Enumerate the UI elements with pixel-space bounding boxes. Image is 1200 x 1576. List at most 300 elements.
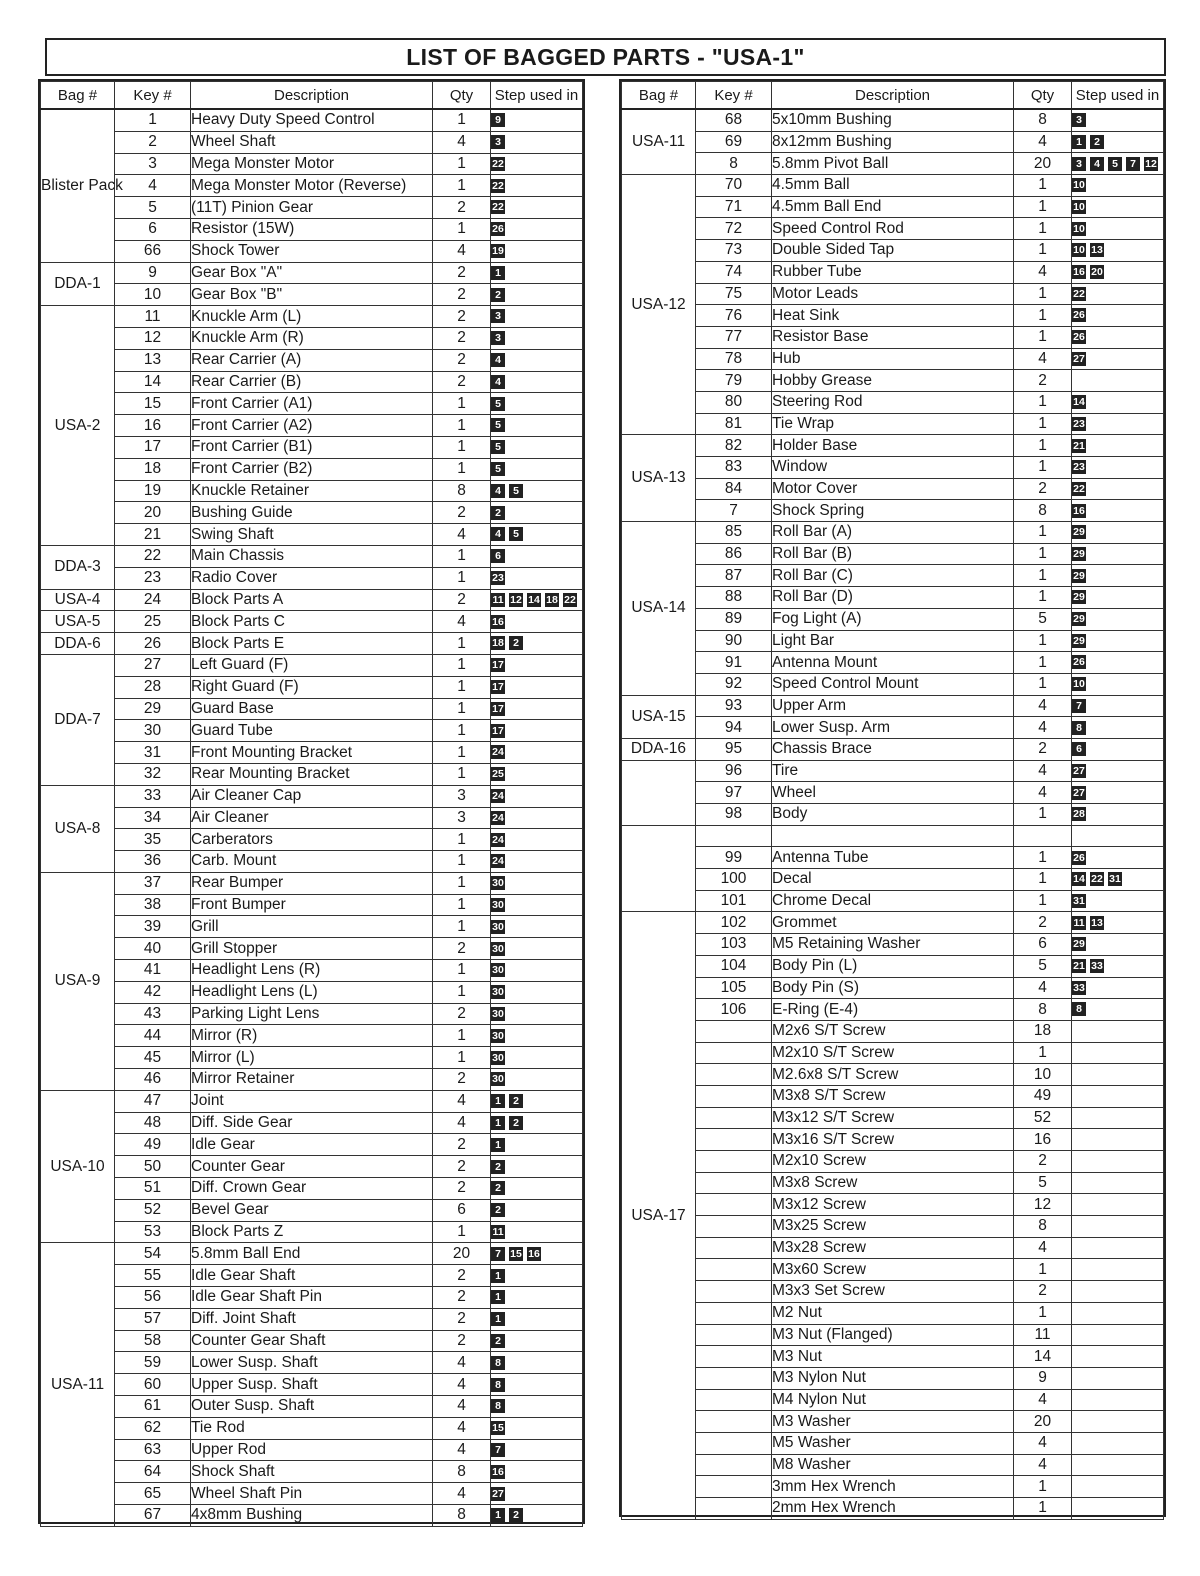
steps-cell — [491, 763, 583, 785]
steps-cell — [1072, 1259, 1164, 1281]
qty-cell: 2 — [433, 1178, 491, 1200]
key-cell: 56 — [115, 1287, 191, 1309]
step-badge: 13 — [1091, 916, 1103, 929]
step-badge: 26 — [1073, 656, 1085, 669]
step-badge: 1 — [491, 1312, 505, 1326]
bag-cell: USA-15 — [622, 695, 696, 738]
key-cell — [696, 1151, 772, 1173]
description-cell: Upper Arm — [772, 695, 1014, 717]
steps-cell — [1072, 673, 1164, 695]
steps-cell — [491, 480, 583, 502]
description-cell: Right Guard (F) — [191, 676, 433, 698]
qty-cell: 9 — [1014, 1367, 1072, 1389]
bag-cell: USA-13 — [622, 435, 696, 522]
key-cell: 69 — [696, 131, 772, 153]
steps-cell — [491, 829, 583, 851]
qty-cell: 49 — [1014, 1085, 1072, 1107]
description-cell: 5.8mm Pivot Ball — [772, 153, 1014, 175]
description-cell: M5 Washer — [772, 1432, 1014, 1454]
step-badge: 13 — [1091, 244, 1103, 257]
description-cell: 5x10mm Bushing — [772, 109, 1014, 131]
table-row — [622, 261, 1164, 283]
table-row — [41, 872, 583, 894]
qty-cell: 4 — [433, 611, 491, 633]
table-row — [41, 371, 583, 393]
table-row — [622, 1411, 1164, 1433]
description-cell: 4.5mm Ball — [772, 175, 1014, 197]
qty-cell: 2 — [1014, 912, 1072, 934]
qty-cell: 2 — [433, 371, 491, 393]
qty-cell: 4 — [1014, 131, 1072, 153]
step-badge: 27 — [1073, 786, 1085, 799]
table-row — [622, 478, 1164, 500]
description-cell: Lower Susp. Shaft — [191, 1352, 433, 1374]
table-row — [41, 1243, 583, 1265]
steps-cell — [1072, 630, 1164, 652]
description-cell: Heat Sink — [772, 305, 1014, 327]
step-badge: 9 — [491, 113, 505, 127]
table-header-row — [41, 82, 583, 110]
key-cell: 2 — [115, 131, 191, 153]
step-badge: 5 — [491, 418, 505, 432]
step-badge: 30 — [492, 898, 504, 911]
key-cell — [696, 1064, 772, 1086]
step-badge: 11 — [492, 593, 504, 606]
step-badge: 1 — [491, 1269, 505, 1283]
qty-cell: 2 — [433, 502, 491, 524]
bag-cell — [622, 760, 696, 825]
steps-cell — [491, 1396, 583, 1418]
qty-cell: 4 — [1014, 782, 1072, 804]
step-badge: 4 — [491, 375, 505, 389]
table-row — [622, 1216, 1164, 1238]
step-badge: 27 — [1073, 352, 1085, 365]
step-badge: 2 — [509, 1094, 523, 1108]
description-cell: 3mm Hex Wrench — [772, 1476, 1014, 1498]
table-row — [622, 717, 1164, 739]
description-cell: Decal — [772, 869, 1014, 891]
key-cell: 90 — [696, 630, 772, 652]
step-badge: 24 — [492, 790, 504, 802]
key-cell: 53 — [115, 1221, 191, 1243]
table-row — [41, 960, 583, 982]
bag-cell: Blister Pack — [41, 109, 115, 262]
table-row — [622, 955, 1164, 977]
qty-cell: 1 — [1014, 413, 1072, 435]
qty-cell: 2 — [433, 262, 491, 284]
description-cell: Roll Bar (A) — [772, 522, 1014, 544]
steps-cell — [1072, 1194, 1164, 1216]
description-cell: Front Carrier (B2) — [191, 458, 433, 480]
steps-cell — [491, 1352, 583, 1374]
steps-cell — [1072, 955, 1164, 977]
description-cell: Idle Gear Shaft — [191, 1265, 433, 1287]
steps-cell — [491, 807, 583, 829]
table-row — [622, 370, 1164, 392]
table-row — [41, 785, 583, 807]
step-badge: 3 — [491, 135, 505, 149]
qty-cell: 6 — [1014, 934, 1072, 956]
key-cell: 20 — [115, 502, 191, 524]
description-cell: M3x60 Screw — [772, 1259, 1014, 1281]
description-cell: Block Parts C — [191, 611, 433, 633]
table-row — [622, 608, 1164, 630]
step-badge: 7 — [491, 1247, 505, 1261]
steps-cell — [491, 654, 583, 676]
step-badge: 28 — [1073, 808, 1085, 821]
qty-cell: 1 — [1014, 305, 1072, 327]
key-cell: 106 — [696, 999, 772, 1021]
qty-cell: 2 — [433, 306, 491, 328]
description-cell: M3 Nut (Flanged) — [772, 1324, 1014, 1346]
description-cell: Front Carrier (A2) — [191, 415, 433, 437]
qty-cell: 1 — [433, 981, 491, 1003]
description-cell: Tie Rod — [191, 1417, 433, 1439]
description-cell: Air Cleaner Cap — [191, 785, 433, 807]
description-cell: Block Parts A — [191, 589, 433, 611]
key-cell — [696, 1042, 772, 1064]
steps-cell — [491, 720, 583, 742]
qty-cell: 2 — [1014, 1281, 1072, 1303]
table-row — [41, 589, 583, 611]
key-cell: 94 — [696, 717, 772, 739]
step-badge: 8 — [491, 1356, 505, 1370]
description-cell: Roll Bar (C) — [772, 565, 1014, 587]
qty-cell: 1 — [433, 415, 491, 437]
table-row — [41, 633, 583, 655]
key-cell — [696, 1259, 772, 1281]
step-badge: 14 — [1073, 396, 1085, 409]
key-cell: 32 — [115, 763, 191, 785]
table-row — [622, 912, 1164, 934]
key-cell: 64 — [115, 1461, 191, 1483]
steps-cell — [1072, 1476, 1164, 1498]
table-row — [622, 977, 1164, 999]
description-cell: Mirror (R) — [191, 1025, 433, 1047]
description-cell: Wheel Shaft Pin — [191, 1483, 433, 1505]
description-cell: Heavy Duty Speed Control — [191, 109, 433, 131]
qty-cell: 5 — [1014, 608, 1072, 630]
table-row — [622, 652, 1164, 674]
qty-cell: 1 — [433, 1025, 491, 1047]
steps-cell — [1072, 804, 1164, 826]
step-badge: 8 — [1072, 721, 1086, 735]
steps-cell — [1072, 587, 1164, 609]
steps-cell — [1072, 869, 1164, 891]
table-row — [41, 306, 583, 328]
step-badge: 33 — [1073, 981, 1085, 994]
bag-cell: DDA-1 — [41, 262, 115, 306]
bag-cell: DDA-7 — [41, 654, 115, 785]
step-badge: 11 — [492, 1225, 504, 1238]
step-badge: 4 — [491, 527, 505, 541]
qty-cell: 3 — [433, 785, 491, 807]
description-cell: Rear Carrier (B) — [191, 371, 433, 393]
description-cell: Front Mounting Bracket — [191, 742, 433, 764]
step-badge: 1 — [491, 1094, 505, 1108]
qty-cell: 2 — [1014, 478, 1072, 500]
description-cell: Antenna Tube — [772, 847, 1014, 869]
bag-cell: USA-2 — [41, 306, 115, 546]
steps-cell — [491, 1243, 583, 1265]
description-cell: Idle Gear — [191, 1134, 433, 1156]
step-badge: 27 — [492, 1487, 504, 1500]
step-badge: 16 — [1073, 266, 1085, 279]
step-badge: 16 — [492, 1465, 504, 1478]
step-badge: 17 — [492, 659, 504, 672]
key-cell: 28 — [115, 676, 191, 698]
step-badge: 2 — [509, 1508, 523, 1522]
qty-cell: 1 — [1014, 630, 1072, 652]
steps-cell — [1072, 825, 1164, 847]
key-cell: 10 — [115, 284, 191, 306]
steps-cell — [1072, 1324, 1164, 1346]
table-row — [41, 1090, 583, 1112]
table-row — [622, 1454, 1164, 1476]
qty-cell: 4 — [433, 131, 491, 153]
key-cell: 15 — [115, 393, 191, 415]
step-badge: 30 — [492, 1051, 504, 1064]
description-cell: Body — [772, 804, 1014, 826]
step-badge: 30 — [492, 986, 504, 999]
steps-cell — [491, 589, 583, 611]
table-row — [622, 1151, 1164, 1173]
table-row — [41, 938, 583, 960]
table-row — [622, 630, 1164, 652]
table-row — [622, 1324, 1164, 1346]
qty-cell: 1 — [1014, 196, 1072, 218]
qty-cell: 16 — [1014, 1129, 1072, 1151]
header-steps: Step used in — [1072, 82, 1164, 110]
qty-cell: 20 — [1014, 153, 1072, 175]
table-row — [41, 262, 583, 284]
key-cell: 30 — [115, 720, 191, 742]
step-badge: 33 — [1091, 960, 1103, 973]
table-row — [622, 240, 1164, 262]
qty-cell: 1 — [433, 1221, 491, 1243]
steps-cell — [491, 306, 583, 328]
table-row — [622, 1476, 1164, 1498]
key-cell: 44 — [115, 1025, 191, 1047]
qty-cell: 2 — [433, 1069, 491, 1091]
key-cell: 97 — [696, 782, 772, 804]
table-row — [41, 1047, 583, 1069]
table-row — [41, 611, 583, 633]
steps-cell — [491, 916, 583, 938]
table-row — [622, 283, 1164, 305]
key-cell — [696, 1498, 772, 1520]
description-cell: Carberators — [191, 829, 433, 851]
description-cell: 4x8mm Bushing — [191, 1505, 433, 1527]
table-row — [41, 1439, 583, 1461]
qty-cell: 4 — [433, 240, 491, 262]
qty-cell: 1 — [433, 829, 491, 851]
key-cell: 18 — [115, 458, 191, 480]
table-row — [41, 415, 583, 437]
table-row — [622, 457, 1164, 479]
step-badge: 23 — [492, 572, 504, 585]
key-cell: 71 — [696, 196, 772, 218]
description-cell: M3x25 Screw — [772, 1216, 1014, 1238]
table-row — [41, 1134, 583, 1156]
qty-cell: 4 — [433, 1417, 491, 1439]
description-cell: Joint — [191, 1090, 433, 1112]
table-row — [622, 825, 1164, 847]
steps-cell — [1072, 1432, 1164, 1454]
table-header-row — [622, 82, 1164, 110]
step-badge: 22 — [492, 201, 504, 214]
table-row — [622, 587, 1164, 609]
key-cell: 49 — [115, 1134, 191, 1156]
step-badge: 5 — [509, 484, 523, 498]
steps-cell — [491, 240, 583, 262]
steps-cell — [491, 1156, 583, 1178]
steps-cell — [1072, 131, 1164, 153]
step-badge: 29 — [1073, 526, 1085, 539]
key-cell: 98 — [696, 804, 772, 826]
step-badge: 10 — [1073, 201, 1085, 213]
step-badge: 2 — [491, 1334, 505, 1348]
qty-cell: 1 — [1014, 1302, 1072, 1324]
table-row — [41, 676, 583, 698]
steps-cell — [491, 458, 583, 480]
table-row — [41, 327, 583, 349]
description-cell: Block Parts Z — [191, 1221, 433, 1243]
step-badge: 29 — [1073, 613, 1085, 626]
description-cell: M3x16 S/T Screw — [772, 1129, 1014, 1151]
right-table-body — [622, 109, 1164, 1519]
table-row — [41, 1265, 583, 1287]
description-cell: Left Guard (F) — [191, 654, 433, 676]
description-cell: 4.5mm Ball End — [772, 196, 1014, 218]
qty-cell: 5 — [1014, 1172, 1072, 1194]
table-row — [622, 999, 1164, 1021]
steps-cell — [1072, 196, 1164, 218]
key-cell: 52 — [115, 1199, 191, 1221]
key-cell: 81 — [696, 413, 772, 435]
description-cell: Counter Gear Shaft — [191, 1330, 433, 1352]
description-cell: Radio Cover — [191, 567, 433, 589]
step-badge: 31 — [1073, 895, 1085, 907]
key-cell: 25 — [115, 611, 191, 633]
steps-cell — [1072, 153, 1164, 175]
description-cell: Roll Bar (B) — [772, 543, 1014, 565]
steps-cell — [1072, 652, 1164, 674]
key-cell: 12 — [115, 327, 191, 349]
qty-cell: 2 — [433, 349, 491, 371]
description-cell: Rubber Tube — [772, 261, 1014, 283]
right-parts-panel — [619, 79, 1166, 1517]
step-badge: 14 — [528, 593, 540, 606]
qty-cell: 8 — [1014, 1216, 1072, 1238]
step-badge: 29 — [1073, 569, 1085, 582]
description-cell: M3 Nut — [772, 1346, 1014, 1368]
key-cell: 58 — [115, 1330, 191, 1352]
qty-cell: 4 — [1014, 760, 1072, 782]
table-row — [41, 1221, 583, 1243]
header-description: Description — [191, 82, 433, 110]
steps-cell — [491, 1112, 583, 1134]
steps-cell — [1072, 522, 1164, 544]
step-badge: 5 — [1108, 157, 1122, 171]
table-row — [622, 565, 1164, 587]
table-row — [41, 218, 583, 240]
qty-cell: 1 — [1014, 283, 1072, 305]
steps-cell — [491, 415, 583, 437]
step-badge: 30 — [492, 877, 504, 890]
description-cell: Grill Stopper — [191, 938, 433, 960]
table-row — [622, 500, 1164, 522]
steps-cell — [491, 872, 583, 894]
steps-cell — [491, 1047, 583, 1069]
qty-cell: 8 — [1014, 109, 1072, 131]
qty-cell: 2 — [1014, 1151, 1072, 1173]
step-badge: 1 — [491, 1138, 505, 1152]
steps-cell — [491, 1178, 583, 1200]
key-cell: 5 — [115, 197, 191, 219]
header-description: Description — [772, 82, 1014, 110]
description-cell: E-Ring (E-4) — [772, 999, 1014, 1021]
qty-cell: 4 — [1014, 1389, 1072, 1411]
table-row — [41, 131, 583, 153]
table-row — [622, 1346, 1164, 1368]
step-badge: 26 — [1073, 309, 1085, 322]
step-badge: 17 — [492, 702, 504, 715]
steps-cell — [491, 938, 583, 960]
key-cell: 63 — [115, 1439, 191, 1461]
qty-cell: 1 — [1014, 543, 1072, 565]
table-row — [622, 1064, 1164, 1086]
table-row — [41, 1330, 583, 1352]
steps-cell — [491, 109, 583, 131]
steps-cell — [491, 785, 583, 807]
description-cell: 8x12mm Bushing — [772, 131, 1014, 153]
bag-cell: USA-11 — [622, 109, 696, 175]
description-cell: Guard Tube — [191, 720, 433, 742]
step-badge: 21 — [1073, 439, 1085, 452]
steps-cell — [491, 1461, 583, 1483]
qty-cell: 4 — [433, 1396, 491, 1418]
key-cell: 80 — [696, 391, 772, 413]
qty-cell: 1 — [433, 960, 491, 982]
qty-cell: 8 — [1014, 999, 1072, 1021]
step-badge: 8 — [1072, 1002, 1086, 1016]
step-badge: 3 — [1072, 113, 1086, 127]
steps-cell — [1072, 738, 1164, 760]
qty-cell: 4 — [433, 524, 491, 546]
table-row — [622, 348, 1164, 370]
step-badge: 14 — [1073, 873, 1085, 886]
key-cell — [696, 1367, 772, 1389]
qty-cell: 1 — [433, 175, 491, 197]
key-cell: 68 — [696, 109, 772, 131]
table-row — [622, 1432, 1164, 1454]
description-cell: Window — [772, 457, 1014, 479]
description-cell: Diff. Joint Shaft — [191, 1308, 433, 1330]
qty-cell: 2 — [433, 1287, 491, 1309]
qty-cell: 1 — [433, 851, 491, 873]
key-cell: 57 — [115, 1308, 191, 1330]
qty-cell: 4 — [433, 1352, 491, 1374]
step-badge: 15 — [492, 1422, 504, 1435]
header-qty: Qty — [433, 82, 491, 110]
qty-cell: 1 — [1014, 890, 1072, 912]
steps-cell — [491, 436, 583, 458]
qty-cell: 8 — [433, 1505, 491, 1527]
step-badge: 29 — [1073, 548, 1085, 560]
key-cell: 78 — [696, 348, 772, 370]
key-cell: 29 — [115, 698, 191, 720]
